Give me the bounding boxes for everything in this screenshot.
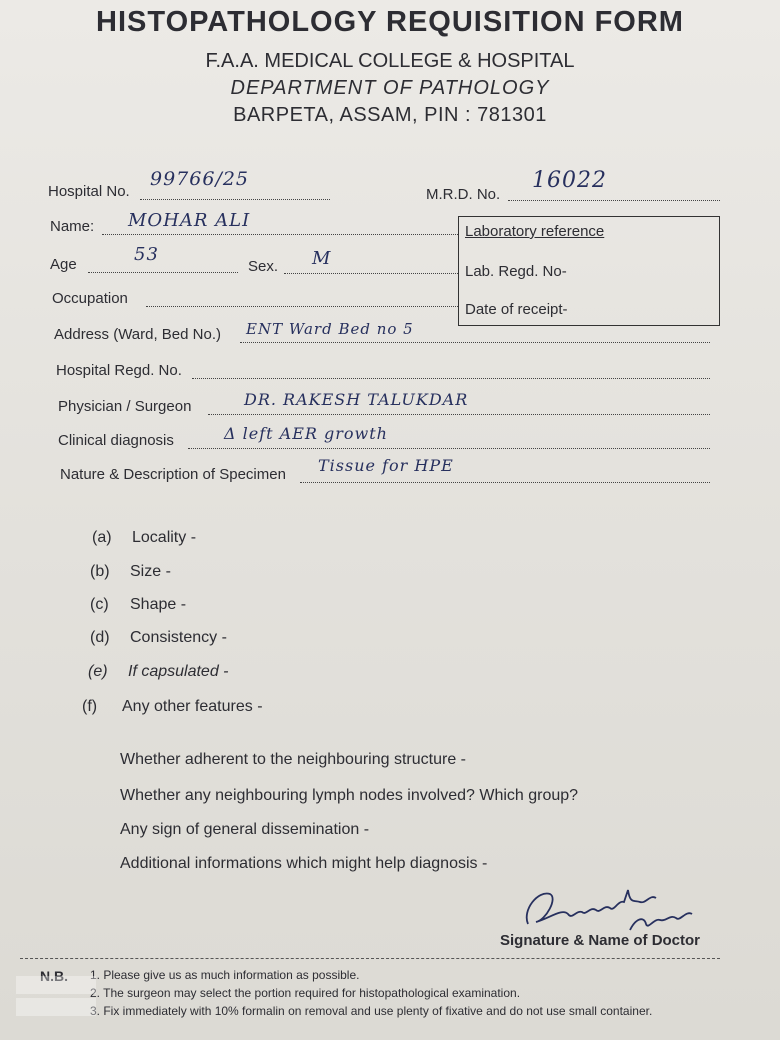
item-text: Any other features -	[122, 698, 263, 715]
hospital-no-value[interactable]: 99766/25	[150, 168, 250, 190]
hospital-regd-line	[192, 378, 710, 379]
date-of-receipt-label: Date of receipt-	[465, 301, 568, 318]
nb-label: N.B.	[40, 968, 68, 984]
form-title: HISTOPATHOLOGY REQUISITION FORM	[96, 6, 684, 38]
item-marker: (c)	[90, 596, 109, 613]
clinical-diagnosis-value[interactable]: Δ left AER growth	[224, 424, 388, 443]
handwritten-signature	[520, 880, 710, 940]
item-marker: (e)	[88, 663, 108, 680]
specimen-item-size	[90, 563, 171, 581]
hospital-regd-label: Hospital Regd. No.	[56, 362, 182, 379]
specimen-label: Nature & Description of Specimen	[60, 466, 286, 483]
specimen-item-locality	[92, 529, 196, 547]
mrd-no-label: M.R.D. No.	[426, 186, 501, 203]
laboratory-reference-label: Laboratory reference	[465, 223, 605, 240]
sex-label: Sex.	[248, 258, 279, 275]
age-label: Age	[50, 256, 77, 273]
item-text: Size -	[130, 563, 171, 580]
clinical-diagnosis-label: Clinical diagnosis	[58, 432, 174, 449]
institution-name: F.A.A. MEDICAL COLLEGE & HOSPITAL	[205, 50, 575, 72]
mrd-no-line	[508, 200, 720, 201]
note-2: 2. The surgeon may select the portion required for histopathological examination.	[90, 986, 521, 1000]
specimen-item-shape	[90, 596, 186, 614]
question-lymph-nodes: Whether any neighbouring lymph nodes involved? Which group?	[120, 787, 579, 804]
name-value[interactable]: MOHAR ALI	[128, 210, 251, 231]
note-1: 1. Please give us as much information as possible.	[90, 968, 360, 982]
institution-address: BARPETA, ASSAM, PIN : 781301	[233, 104, 547, 126]
mrd-no-value[interactable]: 16022	[532, 168, 607, 193]
signature-divider	[20, 958, 720, 959]
camera-timestamp-overlay	[16, 972, 306, 1020]
specimen-value[interactable]: Tissue for HPE	[318, 456, 454, 475]
age-line	[88, 272, 238, 273]
question-dissemination: Any sign of general dissemination -	[120, 821, 370, 838]
specimen-item-capsulated	[88, 663, 229, 681]
physician-value[interactable]: DR. RAKESH TALUKDAR	[244, 390, 469, 409]
sex-line	[284, 273, 458, 274]
sex-value[interactable]: M	[312, 248, 332, 269]
note-3: 3. Fix immediately with 10% formalin on removal and use plenty of fixative and do not use small container.	[90, 1004, 653, 1018]
occupation-label: Occupation	[52, 290, 128, 307]
item-text: If capsulated -	[128, 663, 229, 680]
item-marker: (d)	[90, 629, 110, 646]
specimen-item-other-features	[82, 698, 263, 716]
item-text: Locality -	[132, 529, 197, 546]
hospital-no-label: Hospital No.	[48, 183, 130, 200]
item-text: Shape -	[130, 596, 187, 613]
name-label: Name:	[50, 218, 95, 235]
question-additional-info: Additional informations which might help diagnosis -	[120, 855, 488, 872]
age-value[interactable]: 53	[134, 244, 159, 265]
physician-label: Physician / Surgeon	[58, 398, 192, 415]
physician-line	[208, 414, 710, 415]
signature-label: Signature & Name of Doctor	[500, 932, 701, 949]
clinical-diagnosis-line	[188, 448, 710, 449]
hospital-no-line	[140, 199, 330, 200]
specimen-item-consistency	[90, 629, 227, 647]
item-marker: (f)	[82, 698, 98, 715]
department-name: DEPARTMENT OF PATHOLOGY	[230, 77, 550, 99]
laboratory-box	[458, 216, 720, 326]
item-marker: (b)	[90, 563, 110, 580]
address-line	[240, 342, 710, 343]
address-value[interactable]: ENT Ward Bed no 5	[246, 320, 414, 338]
occupation-line	[146, 306, 458, 307]
lab-regd-no-label: Lab. Regd. No-	[465, 263, 567, 280]
item-marker: (a)	[92, 529, 112, 546]
question-adherent: Whether adherent to the neighbouring structure -	[120, 751, 466, 768]
specimen-line	[300, 482, 710, 483]
item-text: Consistency -	[130, 629, 227, 646]
name-line	[102, 234, 458, 235]
address-label: Address (Ward, Bed No.)	[54, 326, 221, 343]
